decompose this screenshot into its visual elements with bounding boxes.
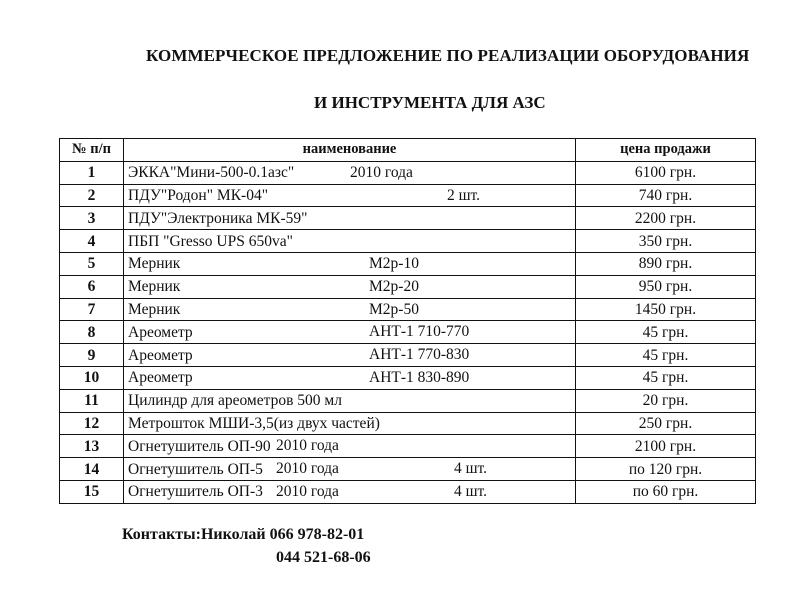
item-name: ПДУ"Родон" МК-04" <box>128 186 269 204</box>
table-row <box>60 275 756 298</box>
item-price: 45 грн. <box>576 344 756 367</box>
item-name: ПДУ"Электроника МК-59" <box>128 209 308 227</box>
table-row <box>60 161 756 184</box>
item-price: 890 грн. <box>576 252 756 275</box>
header-name: наименование <box>124 139 576 162</box>
item-price: 2200 грн. <box>576 207 756 230</box>
table-row <box>60 298 756 321</box>
row-name-cell <box>124 435 576 458</box>
row-number: 15 <box>60 480 124 503</box>
document-title-line2: И ИНСТРУМЕНТА ДЛЯ АЗС <box>314 93 546 112</box>
row-name-cell <box>124 480 576 503</box>
price-table <box>59 138 756 504</box>
item-price: 20 грн. <box>576 389 756 412</box>
row-name-cell <box>124 366 576 389</box>
item-price: 45 грн. <box>576 321 756 344</box>
item-quantity: 2 шт. <box>447 186 481 204</box>
item-model: АНТ-1 770-830 <box>369 346 470 364</box>
row-number: 5 <box>60 252 124 275</box>
row-name-cell <box>124 252 576 275</box>
row-number: 10 <box>60 366 124 389</box>
item-name: ПБП "Gresso UPS 650va" <box>128 232 293 250</box>
table-row <box>60 207 756 230</box>
item-name: ЭККА"Мини-500-0.1азс" <box>128 164 295 182</box>
item-model: 2010 года <box>350 163 413 181</box>
row-number: 6 <box>60 275 124 298</box>
row-name-cell <box>124 298 576 321</box>
contacts-phone2: 044 521-68-06 <box>276 549 371 566</box>
item-model: М2р-20 <box>369 277 419 295</box>
row-number: 14 <box>60 458 124 481</box>
row-name-cell <box>124 184 576 207</box>
item-model: 2010 года <box>276 482 339 500</box>
row-number: 4 <box>60 230 124 253</box>
row-number: 3 <box>60 207 124 230</box>
row-number: 13 <box>60 435 124 458</box>
table-row <box>60 252 756 275</box>
document-title-line1: КОММЕРЧЕСКОЕ ПРЕДЛОЖЕНИЕ ПО РЕАЛИЗАЦИИ ОБОРУДОВАНИЯ <box>146 46 750 65</box>
header-price: цена продажи <box>576 139 756 162</box>
row-name-cell <box>124 230 576 253</box>
row-name-cell <box>124 275 576 298</box>
item-name: Мерник <box>128 278 181 296</box>
item-price: 350 грн. <box>576 230 756 253</box>
item-name: Мерник <box>128 255 181 273</box>
header-num: № п/п <box>60 139 124 162</box>
row-name-cell <box>124 389 576 412</box>
item-price: 2100 грн. <box>576 435 756 458</box>
table-row <box>60 389 756 412</box>
item-name: Огнетушитель ОП-5 <box>128 460 263 478</box>
row-name-cell <box>124 321 576 344</box>
item-model: 2010 года <box>276 437 339 455</box>
item-name: Мерник <box>128 300 181 318</box>
table-header-row <box>60 139 756 162</box>
table-row <box>60 344 756 367</box>
table-row <box>60 184 756 207</box>
item-name: Ареометр <box>128 369 193 387</box>
row-name-cell <box>124 161 576 184</box>
item-name: Цилиндр для ареометров 500 мл <box>128 392 342 410</box>
contacts-line1: Контакты:Николай 066 978-82-01 <box>122 526 365 543</box>
item-price: 6100 грн. <box>576 161 756 184</box>
row-name-cell <box>124 458 576 481</box>
item-name: Ареометр <box>128 323 193 341</box>
row-number: 12 <box>60 412 124 435</box>
item-name: Ареометр <box>128 346 193 364</box>
item-price: по 60 грн. <box>576 480 756 503</box>
row-name-cell <box>124 412 576 435</box>
item-name: Огнетушитель ОП-3 <box>128 483 263 501</box>
item-price: 950 грн. <box>576 275 756 298</box>
item-model: М2р-10 <box>369 254 419 272</box>
item-price: 45 грн. <box>576 366 756 389</box>
table-row <box>60 230 756 253</box>
item-price: по 120 грн. <box>576 458 756 481</box>
row-name-cell <box>124 207 576 230</box>
row-number: 9 <box>60 344 124 367</box>
item-model: М2р-50 <box>369 300 419 318</box>
item-name: Метрошток МШИ-3,5(из двух частей) <box>128 414 380 432</box>
item-model: АНТ-1 830-890 <box>369 368 470 386</box>
item-price: 740 грн. <box>576 184 756 207</box>
table-row <box>60 366 756 389</box>
row-name-cell <box>124 344 576 367</box>
row-number: 11 <box>60 389 124 412</box>
table-row <box>60 458 756 481</box>
table-row <box>60 321 756 344</box>
item-price: 250 грн. <box>576 412 756 435</box>
item-price: 1450 грн. <box>576 298 756 321</box>
row-number: 1 <box>60 161 124 184</box>
row-number: 8 <box>60 321 124 344</box>
table-row <box>60 435 756 458</box>
row-number: 7 <box>60 298 124 321</box>
item-name: Огнетушитель ОП-90 <box>128 437 271 455</box>
row-number: 2 <box>60 184 124 207</box>
item-model: 2010 года <box>276 460 339 478</box>
item-model: АНТ-1 710-770 <box>369 323 470 341</box>
item-quantity: 4 шт. <box>454 460 488 478</box>
item-quantity: 4 шт. <box>454 482 488 500</box>
table-row <box>60 412 756 435</box>
table-row <box>60 480 756 503</box>
